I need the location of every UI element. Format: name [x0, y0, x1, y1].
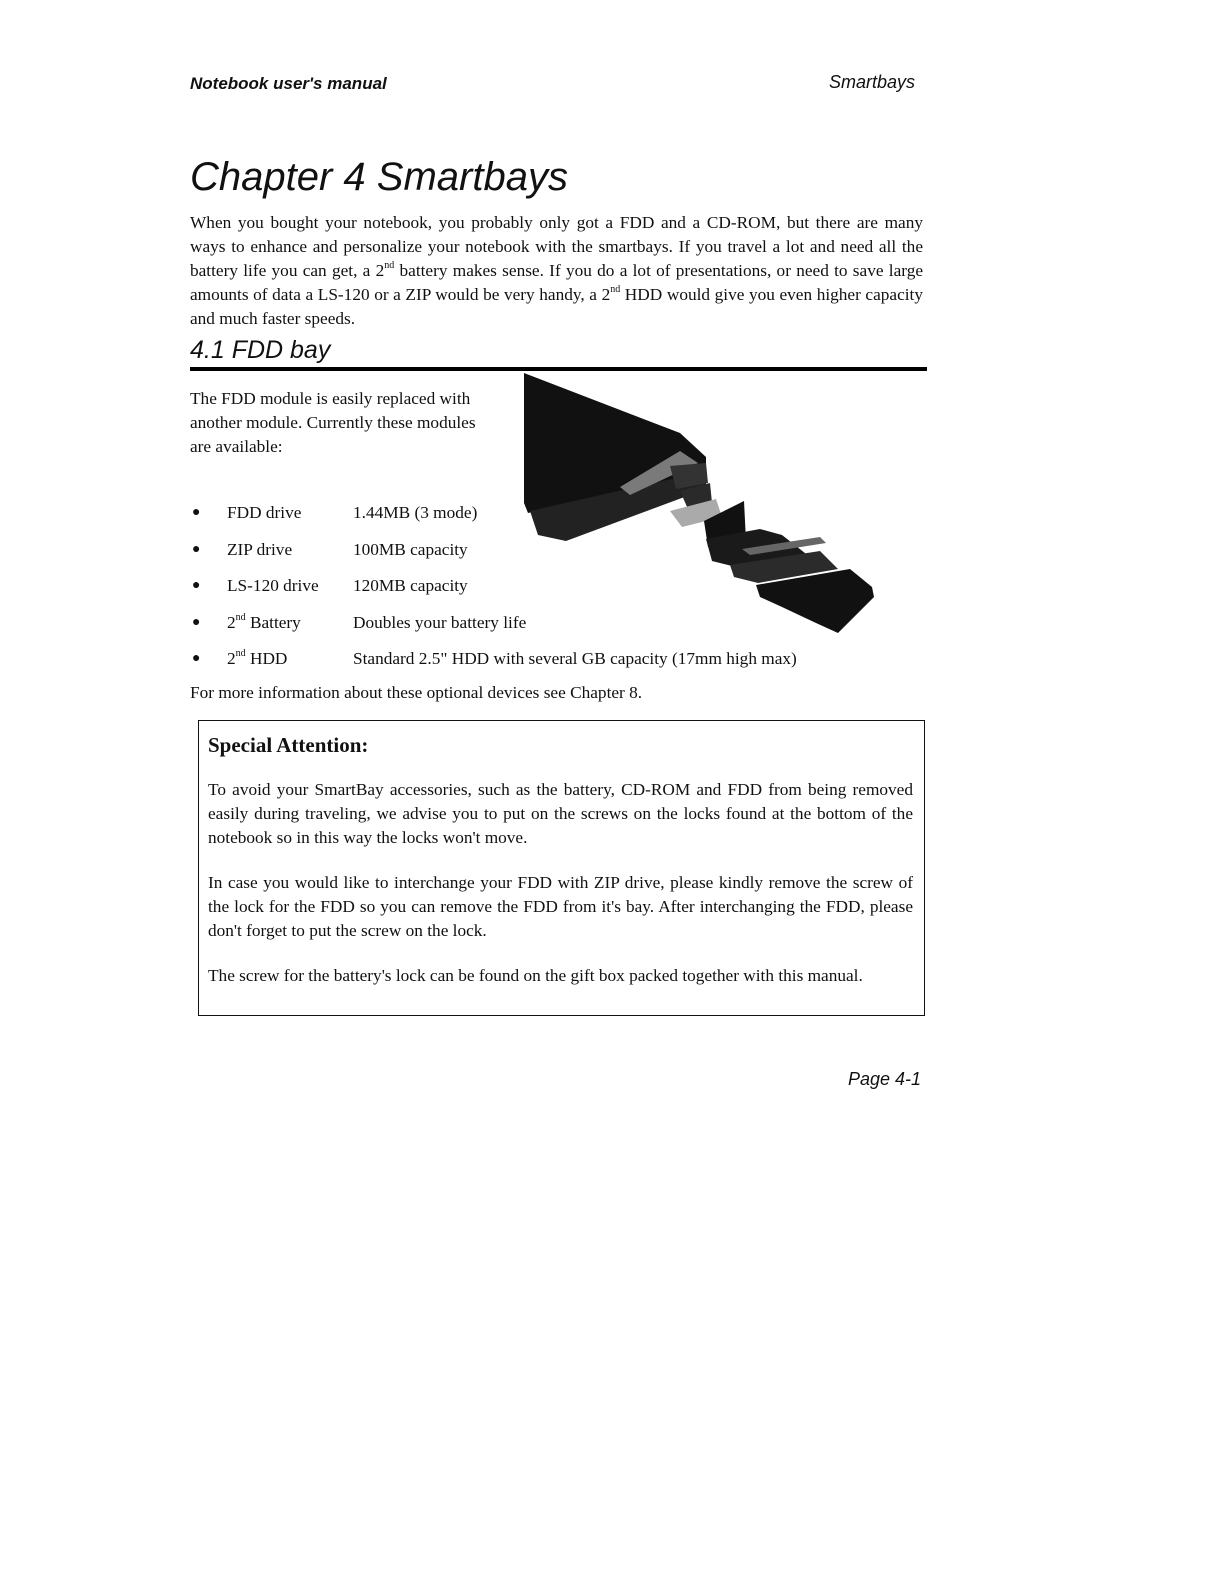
module-description: 1.44MB (3 mode) [353, 503, 478, 522]
header-section-name: Smartbays [829, 72, 916, 92]
bullet-icon: ● [192, 614, 201, 630]
bullet-icon: ● [192, 505, 201, 520]
module-description: Doubles your battery life [353, 612, 527, 632]
section-title: 4.1 FDD bay [190, 336, 331, 364]
attention-paragraph: In case you would like to interchange your FDD with ZIP drive, please kindly remove the screw of the lock for the FDD so you can remove the FDD from it's bay. After interchanging the FDD, please don't forget to put the screw on the lock. [208, 873, 913, 940]
module-description: 120MB capacity [353, 576, 468, 595]
attention-title: Special Attention: [208, 733, 369, 757]
attention-paragraph: The screw for the battery's lock can be found on the gift box packed together with this manual. [208, 966, 863, 985]
bullet-icon: ● [192, 651, 201, 666]
module-name: 2nd HDD [227, 648, 288, 668]
special-attention-box [198, 720, 925, 1016]
more-info-text: For more information about these optional devices see Chapter 8. [190, 683, 643, 702]
page-number: Page 4-1 [848, 1069, 922, 1089]
module-name: ZIP drive [227, 539, 293, 559]
module-description: Standard 2.5" HDD with several GB capacity (17mm high max) [353, 649, 797, 668]
module-name: 2nd Battery [227, 611, 301, 632]
chapter-intro: When you bought your notebook, you probably only got a FDD and a CD-ROM, but there are many ways to enhance and personalize your notebook with the smartbays. If you travel a lot and need all the battery life you can get, a 2nd battery makes sense. If you do a lot of presentations, or need to save large amounts of data a LS-120 or a ZIP would be very handy, a 2nd HDD would give you even higher capacity and much faster speeds. [190, 213, 923, 328]
smartbay-modules-illustration [520, 371, 880, 641]
bullet-icon: ● [192, 578, 201, 593]
module-name: LS-120 drive [227, 576, 319, 595]
module-description: 100MB capacity [353, 539, 468, 559]
header-manual-title: Notebook user's manual [190, 74, 387, 93]
chapter-title: Chapter 4 Smartbays [190, 155, 568, 199]
module-availability-text: The FDD module is easily replaced with another module. Currently these modules are available: [190, 389, 476, 456]
bullet-icon: ● [192, 541, 201, 557]
attention-paragraph: To avoid your SmartBay accessories, such as the battery, CD-ROM and FDD from being removed easily during traveling, we advise you to put on the screws on the locks found at the bottom of the notebook so in this way the locks won't move. [208, 780, 913, 847]
module-name: FDD drive [227, 503, 302, 522]
